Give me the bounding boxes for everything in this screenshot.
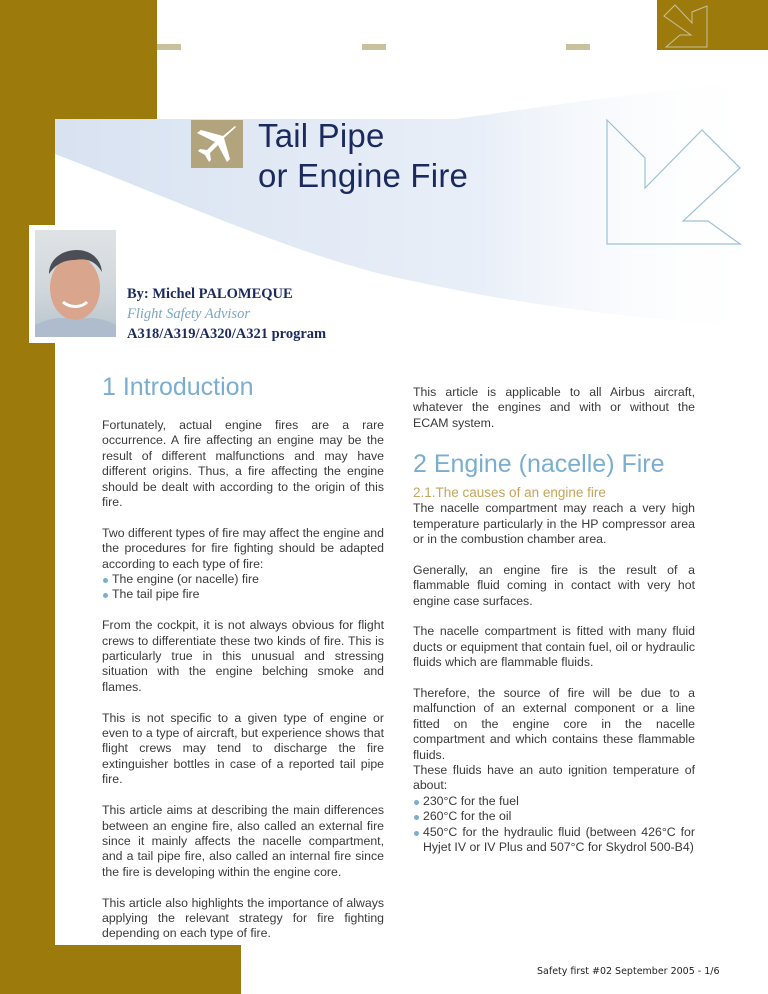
ignition-temperature-list: [413, 794, 695, 856]
divider-dash: [566, 44, 590, 50]
paragraph: This article is applicable to all Airbus aircraft, whatever the engines and with or without the ECAM system.: [413, 385, 695, 430]
paragraph: These fluids have an auto ignition temperature of about:: [413, 763, 695, 793]
author-role: Flight Safety Advisor: [127, 306, 250, 322]
paragraph: Fortunately, actual engine fires are a rare occurrence. A fire affecting an engine may be the result of different malfunctions and may have different origins. Thus, a fire affecting the engine should be dealt with according to the origin of this fire.: [102, 418, 384, 510]
paragraph: Generally, an engine fire is the result of a flammable fluid coming in contact with very hot engine case surfaces.: [413, 562, 695, 608]
plane-icon: [191, 120, 243, 168]
author-block: [127, 284, 326, 344]
list-item: 230°C for the fuel: [413, 794, 695, 809]
paragraph: From the cockpit, it is not always obvious for flight crews to differentiate these two kinds of fire. This is particularly true in this unusual and stressing situation with the engine belching smoke and flames.: [102, 618, 384, 694]
paragraph: This article aims at describing the main differences between an engine fire, also called an external fire since it mainly affects the nacelle compartment, and a tail pipe fire, also called an internal fire since the fire is developing within the engine core.: [102, 803, 384, 879]
paragraph: This article also highlights the importance of always applying the relevant strategy for fire fighting depending on each type of fire.: [102, 895, 384, 941]
divider-dash: [157, 44, 181, 50]
author-name: By: Michel PALOMEQUE: [127, 286, 293, 302]
title-line-1: Tail Pipe: [258, 117, 385, 154]
paragraph: Two different types of fire may affect the engine and the procedures for fire fighting should be adapted according to each type of fire:: [102, 525, 384, 571]
paragraph: The nacelle compartment may reach a very high temperature particularly in the HP compressor area or in the combustion chamber area.: [413, 501, 695, 547]
left-column: [102, 372, 384, 957]
list-item: 260°C for the oil: [413, 809, 695, 824]
section-heading: 2 Engine (nacelle) Fire: [413, 450, 665, 479]
paragraph: This is not specific to a given type of engine or even to a type of aircraft, but experience shows that flight crews may tend to discharge the fire extinguisher bottles in case of a reported tail pipe fire.: [102, 710, 384, 787]
page-title: [258, 116, 468, 196]
divider-dash: [362, 44, 386, 50]
author-program: A318/A319/A320/A321 program: [127, 326, 327, 342]
arrow-down-right-icon: [661, 3, 709, 48]
section-heading: 1 Introduction: [102, 373, 254, 401]
arrow-down-left-icon: [605, 118, 745, 246]
title-line-2: or Engine Fire: [258, 157, 469, 194]
fire-types-list: [102, 572, 384, 603]
list-item: The engine (or nacelle) fire: [102, 572, 384, 587]
subsection-heading: 2.1.The causes of an engine fire: [413, 485, 606, 501]
right-column: [413, 385, 695, 871]
list-item: 450°C for the hydraulic fluid (between 426°C for Hyjet IV or IV Plus and 507°C for Skydrol 500-B4): [413, 825, 695, 856]
list-item: The tail pipe fire: [102, 587, 384, 602]
paragraph: The nacelle compartment is fitted with many fluid ducts or equipment that contain fuel, oil or hydraulic fluids which are flammable fluids.: [413, 624, 695, 670]
paragraph: Therefore, the source of fire will be due to a malfunction of an external component or a line fitted on the engine core in the nacelle compartment and which contains these flammable fluids.: [413, 686, 695, 762]
author-photo: [35, 230, 116, 337]
page-footer: Safety first #02 September 2005 - 1/6: [537, 966, 720, 977]
